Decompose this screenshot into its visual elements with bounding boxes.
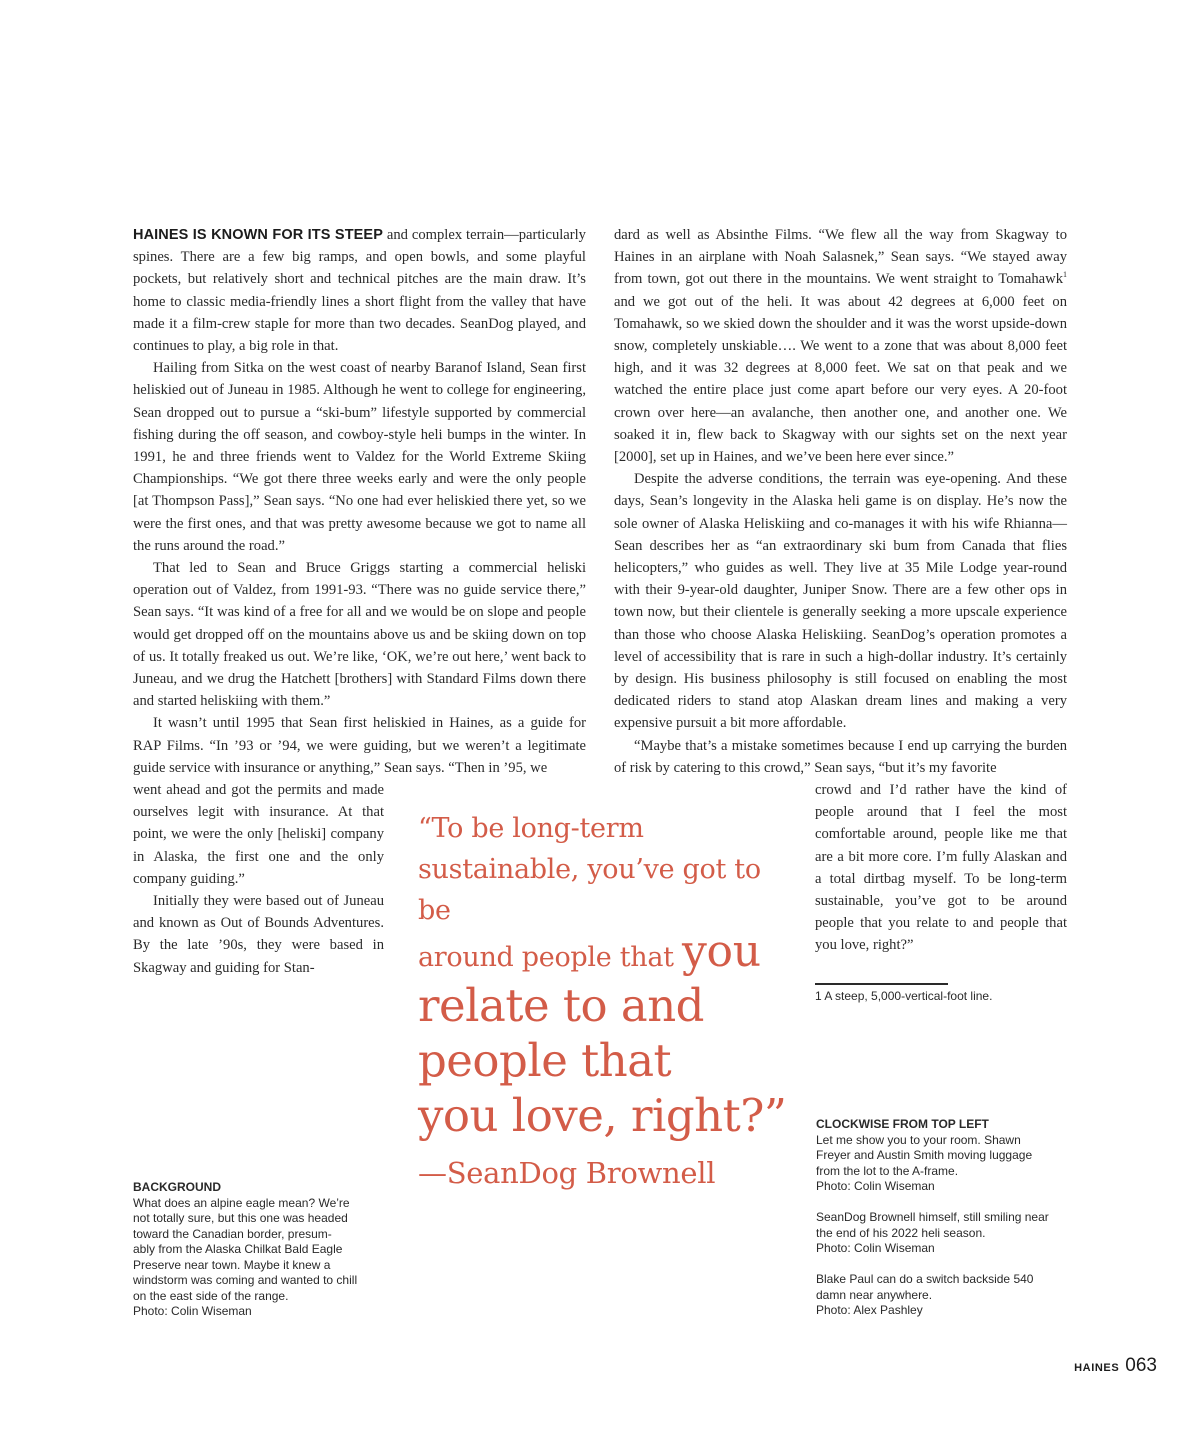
- caption-line: What does an alpine eagle mean? We’re: [133, 1195, 350, 1210]
- caption-block: [816, 1210, 1086, 1257]
- pull-quote-line: sustainable, you’ve got to be: [418, 854, 761, 926]
- article-paragraph: Despite the adverse conditions, the terrain was eye-opening. And these days, Sean’s longevity in the Alaska heli game is on display. He’s now the sole owner of Alaska Heliskiing and co-manages it with his wife Rhianna—Sean describes her as “an extraordinary ski bum from Canada that flies helicopters,” who guides as well. They live at 35 Mile Lodge year-round with their 9-year-old daughter, Juniper Snow. There are a few other ops in town now, but their clientele is generally seeking a more upscale experience than those who choose Alaska Heliskiing. SeanDog’s operation promotes a level of accessibility that is rare in such a high-dollar industry. It’s certainly by design. His business philosophy is still focused on enabling the most dedicated riders to stand atop Alaskan dream lines and making a very expensive pursuit a bit more affordable.: [614, 471, 1067, 732]
- photo-caption-background: [133, 1180, 393, 1320]
- caption-heading: BACKGROUND: [133, 1180, 221, 1194]
- article-paragraph: went ahead and got the permits and made ourselves legit with insurance. At that point, we were the only [heliski] company in Alaska, the first one and the only company guiding.”: [133, 782, 384, 887]
- caption-line: not totally sure, but this one was headed: [133, 1211, 348, 1225]
- footnote-divider: [815, 983, 948, 985]
- pull-quote: [418, 808, 798, 1193]
- caption-line: toward the Canadian border, presum-: [133, 1226, 332, 1241]
- footnote: 1 A steep, 5,000-vertical-foot line.: [815, 989, 993, 1003]
- pull-quote-attribution: —SeanDog Brownell: [418, 1156, 716, 1190]
- caption-line: ably from the Alaska Chilkat Bald Eagle: [133, 1242, 343, 1256]
- caption-photo-credit: Photo: Colin Wiseman: [816, 1241, 935, 1255]
- caption-block: [816, 1272, 1086, 1319]
- caption-heading: CLOCKWISE FROM TOP LEFT: [816, 1117, 989, 1131]
- article-column-2-narrow: [815, 779, 1067, 957]
- pull-quote-line: people that: [418, 1034, 672, 1087]
- photo-caption-clockwise: [816, 1117, 1086, 1334]
- article-text: dard as well as Absinthe Films. “We flew all the way from Skagway to Haines in an airplane with Noah Salasnek,” Sean says. “We stayed away from town, got out there in the mountains. We went straight to Tomahawk: [614, 227, 1067, 288]
- caption-line: Let me show you to your room. Shawn: [816, 1132, 1021, 1147]
- page-folio: [1074, 1355, 1157, 1377]
- article-column-1: [133, 224, 586, 779]
- article-paragraph: [614, 224, 1067, 468]
- article-paragraph: It wasn’t until 1995 that Sean first heliskied in Haines, as a guide for RAP Films. “In ’93 or ’94, we were guiding, but we weren’t a legitimate guide service with insurance or anything,” Sean says. “Then in ’95, we: [133, 715, 586, 776]
- article-paragraph: “Maybe that’s a mistake sometimes because I end up carrying the burden of risk by catering to this crowd,” Sean says, “but it’s my favorite: [614, 737, 1067, 776]
- article-paragraph: crowd and I’d rather have the kind of people around that I feel the most comfortable around, people like me that are a bit more core. I’m fully Alaskan and a total dirtbag myself. To be long-term sustainable, you’ve got to be around people that you relate to and people that you love, right?”: [815, 782, 1067, 954]
- article-text: and complex terrain—particularly spines. There are a few big ramps, and open bowls, and some playful pockets, but relatively short and technical pitches are the main draw. It’s home to classic media-friendly lines a short flight from the valley that have made it a film-crew staple for more than two decades. SeanDog played, and continues to play, a big role in that.: [133, 227, 586, 355]
- pull-quote-line: [418, 926, 798, 978]
- caption-block: [816, 1133, 1086, 1195]
- pull-quote-emphasis: you: [681, 926, 761, 977]
- caption-line: SeanDog Brownell himself, still smiling near: [816, 1210, 1049, 1224]
- caption-photo-credit: Photo: Colin Wiseman: [816, 1179, 935, 1193]
- article-paragraph: Initially they were based out of Juneau and known as Out of Bounds Adventures. By the late ’90s, they were based in Skagway and guiding for Stan-: [133, 893, 384, 976]
- pull-quote-line: relate to and: [418, 979, 704, 1032]
- article-paragraph: Hailing from Sitka on the west coast of nearby Baranof Island, Sean first heliskied out of Juneau in 1985. Although he went to college for engineering, Sean dropped out to pursue a “ski-bum” lifestyle supported by commercial fishing during the off season, and cowboy-style heli bumps in the winter. In 1991, he and three friends went to Valdez for the World Extreme Skiing Championships. “We got there three weeks early and were the only people [at Thompson Pass],” Sean says. “No one had ever heliskied there yet, so we were the first ones, and that was pretty awesome because we got to name all the runs around the road.”: [133, 360, 586, 554]
- page-number: 063: [1125, 1355, 1157, 1376]
- article-paragraph: That led to Sean and Bruce Griggs starting a commercial heliski operation out of Valdez, from 1991-93. “There was no guide service there,” Sean says. “It was kind of a free for all and we would be on slope and people would get dropped off on the mountains above us and be skiing down on top of us. It totally freaked us out. We’re like, ‘OK, we’re out here,’ went back to Juneau, and we drug the Hatchett [brothers] with Standard Films down there and started heliskiing with them.”: [133, 560, 586, 710]
- article-paragraph: [133, 224, 586, 357]
- article-column-1-narrow: [133, 779, 384, 979]
- footnote-marker: 1: [1063, 270, 1067, 280]
- pull-quote-line: you love, right?”: [418, 1089, 787, 1142]
- pull-quote-text: around people that: [418, 942, 682, 973]
- caption-line: windstorm was coming and wanted to chill: [133, 1273, 358, 1287]
- article-text: and we got out of the heli. It was about 42 degrees at 6,000 feet on Tomahawk, so we skied down the shoulder and it was the worst upside-down snow, completely unskiable…. We went to a zone that was about 8,000 feet high, and it was 32 degrees at 8,000 feet. We sat on that peak and we watched the entire place just come apart before our very eyes. A 20-foot crown over here—an avalanche, then another one, and another one. We soaked it in, flew back to Skagway with our sights set on the next year [2000], set up in Haines, and we’ve been here ever since.”: [614, 293, 1067, 466]
- pull-quote-line: “To be long-term: [418, 813, 644, 844]
- caption-line: the end of his 2022 heli season.: [816, 1225, 986, 1240]
- folio-section-title: HAINES: [1074, 1362, 1120, 1374]
- caption-line: damn near anywhere.: [816, 1287, 933, 1302]
- caption-line: on the east side of the range.: [133, 1288, 289, 1303]
- article-lead-in: HAINES IS KNOWN FOR ITS STEEP: [133, 227, 383, 243]
- caption-line: Blake Paul can do a switch backside 540: [816, 1272, 1034, 1286]
- caption-line: Preserve near town. Maybe it knew a: [133, 1257, 331, 1272]
- article-column-2: [614, 224, 1067, 779]
- caption-photo-credit: Photo: Colin Wiseman: [133, 1304, 252, 1318]
- caption-line: from the lot to the A-frame.: [816, 1163, 959, 1178]
- caption-line: Freyer and Austin Smith moving luggage: [816, 1148, 1033, 1162]
- caption-photo-credit: Photo: Alex Pashley: [816, 1303, 923, 1317]
